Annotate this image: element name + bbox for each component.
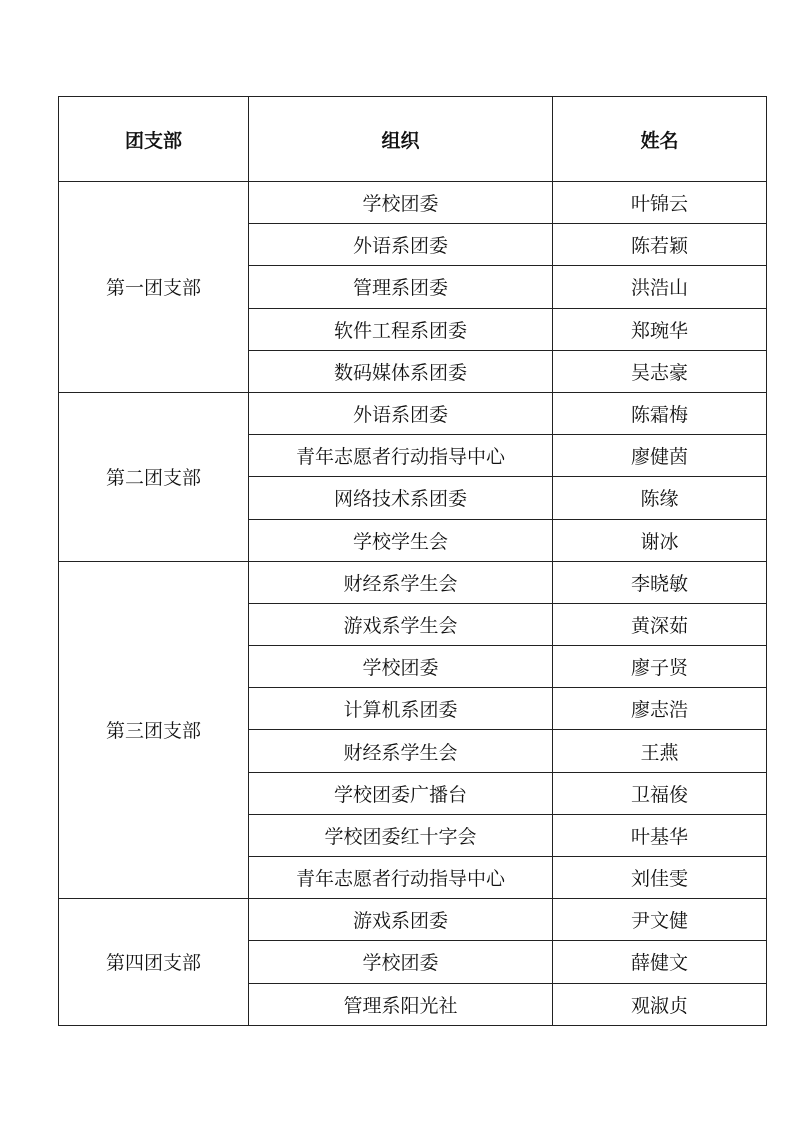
branch-roster-table [58, 96, 767, 1026]
name-cell: 王燕 [553, 730, 767, 772]
document-page [58, 96, 766, 1026]
name-cell: 李晓敏 [553, 561, 767, 603]
name-cell: 薛健文 [553, 941, 767, 983]
organization-cell: 外语系团委 [249, 224, 553, 266]
organization-cell: 青年志愿者行动指导中心 [249, 857, 553, 899]
organization-cell: 计算机系团委 [249, 688, 553, 730]
organization-cell: 管理系阳光社 [249, 983, 553, 1025]
branch-cell: 第四团支部 [59, 899, 249, 1026]
name-cell: 黄深茹 [553, 603, 767, 645]
organization-cell: 外语系团委 [249, 392, 553, 434]
organization-cell: 学校团委红十字会 [249, 814, 553, 856]
table-header [59, 97, 767, 182]
table-row [59, 899, 767, 941]
table-row [59, 182, 767, 224]
organization-cell: 学校学生会 [249, 519, 553, 561]
name-cell: 叶锦云 [553, 182, 767, 224]
organization-cell: 学校团委 [249, 182, 553, 224]
organization-cell: 游戏系学生会 [249, 603, 553, 645]
organization-cell: 网络技术系团委 [249, 477, 553, 519]
branch-cell: 第三团支部 [59, 561, 249, 899]
header-row [59, 97, 767, 182]
name-cell: 廖健茵 [553, 435, 767, 477]
name-cell: 卫福俊 [553, 772, 767, 814]
header-branch: 团支部 [59, 97, 249, 182]
organization-cell: 软件工程系团委 [249, 308, 553, 350]
name-cell: 叶基华 [553, 814, 767, 856]
name-cell: 陈缘 [553, 477, 767, 519]
name-cell: 郑琬华 [553, 308, 767, 350]
organization-cell: 财经系学生会 [249, 730, 553, 772]
header-name: 姓名 [553, 97, 767, 182]
organization-cell: 管理系团委 [249, 266, 553, 308]
branch-cell: 第一团支部 [59, 182, 249, 393]
table-row [59, 392, 767, 434]
name-cell: 陈霜梅 [553, 392, 767, 434]
name-cell: 观淑贞 [553, 983, 767, 1025]
organization-cell: 青年志愿者行动指导中心 [249, 435, 553, 477]
branch-cell: 第二团支部 [59, 392, 249, 561]
name-cell: 刘佳雯 [553, 857, 767, 899]
name-cell: 廖子贤 [553, 646, 767, 688]
table-body [59, 182, 767, 1026]
header-organization: 组织 [249, 97, 553, 182]
name-cell: 吴志豪 [553, 350, 767, 392]
organization-cell: 学校团委 [249, 646, 553, 688]
name-cell: 尹文健 [553, 899, 767, 941]
name-cell: 谢冰 [553, 519, 767, 561]
organization-cell: 学校团委广播台 [249, 772, 553, 814]
name-cell: 廖志浩 [553, 688, 767, 730]
organization-cell: 游戏系团委 [249, 899, 553, 941]
organization-cell: 数码媒体系团委 [249, 350, 553, 392]
name-cell: 洪浩山 [553, 266, 767, 308]
name-cell: 陈若颖 [553, 224, 767, 266]
table-row [59, 561, 767, 603]
organization-cell: 财经系学生会 [249, 561, 553, 603]
organization-cell: 学校团委 [249, 941, 553, 983]
